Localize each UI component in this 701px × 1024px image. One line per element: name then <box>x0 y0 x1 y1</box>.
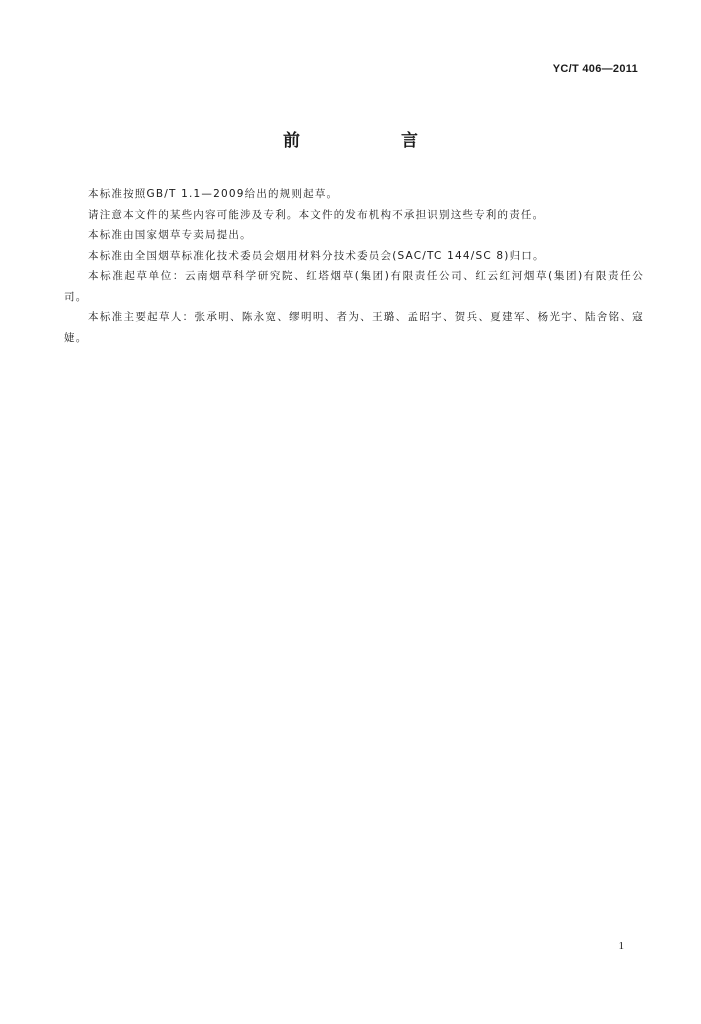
page-number: 1 <box>618 940 624 952</box>
paragraph-drafting-rules: 本标准按照GB/T 1.1—2009给出的规则起草。 <box>88 188 339 200</box>
standard-code: YC/T 406—2011 <box>552 63 638 75</box>
document-body <box>64 184 644 348</box>
paragraph-drafting-units: 本标准起草单位：云南烟草科学研究院、红塔烟草(集团)有限责任公司、红云红河烟草(集团)有限责任公司。 <box>64 270 644 303</box>
page-title: 前 言 <box>283 131 460 151</box>
paragraph-patent-notice: 请注意本文件的某些内容可能涉及专利。本文件的发布机构不承担识别这些专利的责任。 <box>88 208 545 221</box>
paragraph-drafters: 本标准主要起草人：张承明、陈永宽、缪明明、者为、王璐、孟昭宇、贺兵、夏建军、杨光宇、陆舍铭、寇婕。 <box>64 311 644 344</box>
paragraph-proposer: 本标准由国家烟草专卖局提出。 <box>88 229 252 241</box>
paragraph-technical-committee: 本标准由全国烟草标准化技术委员会烟用材料分技术委员会(SAC/TC 144/SC 8)归口。 <box>88 249 545 262</box>
